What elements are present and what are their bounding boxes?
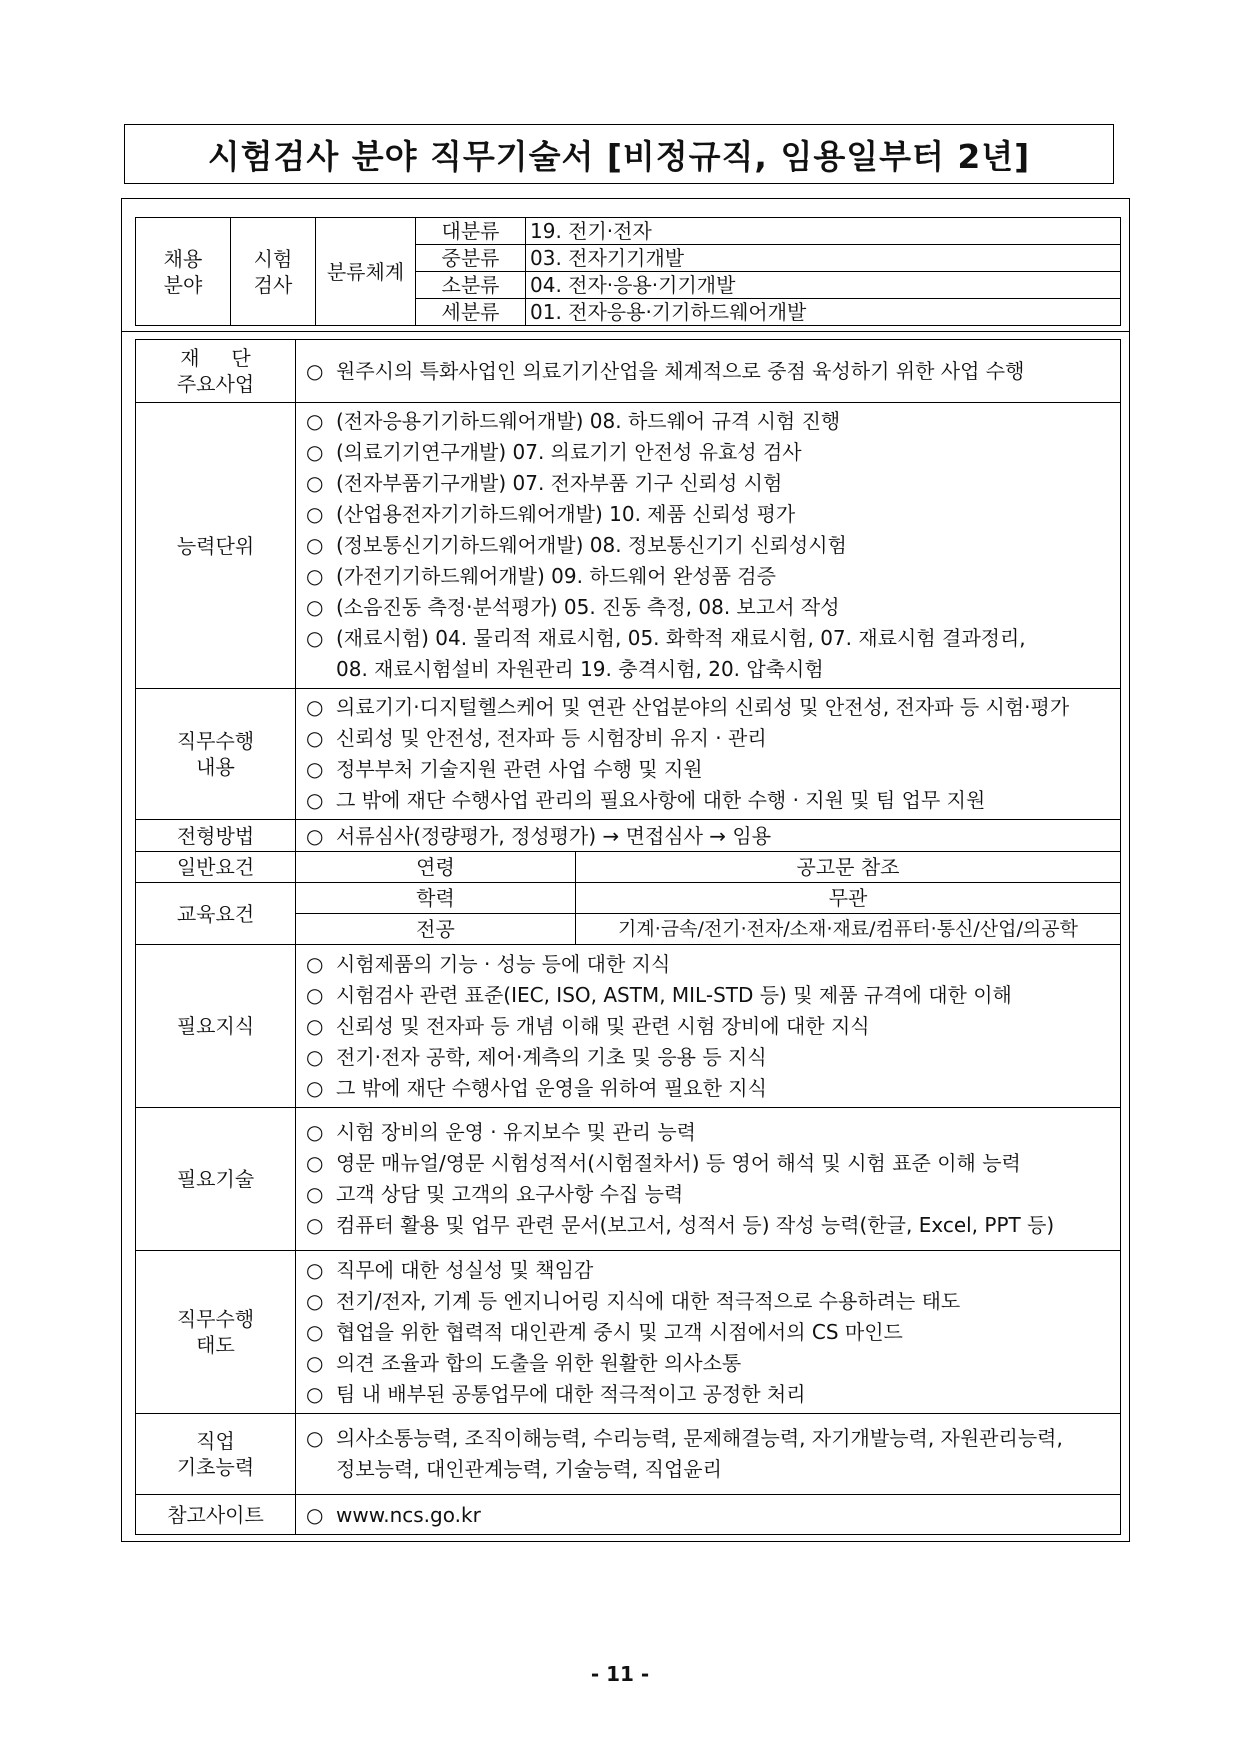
bullet-icon: ○ [306,440,324,464]
bullet-icon: ○ [306,951,324,976]
general-req-label: 일반요건 [136,852,296,883]
list-item: ○ 서류심사(정량평가, 정성평가) → 면접심사 → 임용 [306,823,772,848]
bullet-icon: ○ [306,564,324,588]
list-item: ○ 협업을 위한 협력적 대인관계 중시 및 고객 시점에서의 CS 마인드 [306,1317,1112,1348]
list-item: ○ 의료기기·디지털헬스케어 및 연관 산업분야의 신뢰성 및 안전성, 전자파 등 시험·평가 [306,692,1112,723]
major-sub-label: 전공 [296,914,576,945]
detail-category-label: 세분류 [416,299,526,326]
bullet-icon: ○ [306,1319,324,1344]
bullet-icon: ○ [306,1213,324,1237]
bullet-icon: ○ [306,1426,324,1450]
competency-units-cell [296,403,1121,689]
middle-category-value: 03. 전자기기개발 [526,245,1121,272]
classification-system-label: 분류체계 [316,218,416,326]
bullet-icon: ○ [306,595,324,619]
list-item: ○ (정보통신기기하드웨어개발) 08. 정보통신기기 신뢰성시험 [306,530,1112,561]
list-item: ○ 고객 상담 및 고객의 요구사항 수집 능력 [306,1179,1112,1210]
bullet-icon: ○ [306,1120,324,1144]
list-item: ○ 영문 매뉴얼/영문 시험성적서(시험절차서) 등 영어 해석 및 시험 표준 이해 능력 [306,1148,1112,1179]
bullet-icon: ○ [306,359,324,383]
list-item: ○ (산업용전자기기하드웨어개발) 10. 제품 신뢰성 평가 [306,499,1112,530]
general-req-sub-label: 연령 [296,852,576,883]
reference-site-label: 참고사이트 [136,1495,296,1535]
selection-label: 전형방법 [136,820,296,852]
bullet-icon: ○ [306,726,324,750]
list-item: ○ 전기/전자, 기계 등 엔지니어링 지식에 대한 적극적으로 수용하려는 태도 [306,1286,1112,1317]
list-item-continuation: 08. 재료시험설비 자원관리 19. 충격시험, 20. 압축시험 [336,657,824,681]
basic-competency-label: 직업 기초능력 [136,1414,296,1495]
list-item: ○ 직무에 대한 성실성 및 책임감 [306,1255,1112,1286]
list-item: ○ (전자부품기구개발) 07. 전자부품 기구 신뢰성 시험 [306,468,1112,499]
recruit-field-label: 채용 분야 [136,218,231,326]
list-item: ○ (의료기기연구개발) 07. 의료기기 안전성 유효성 검사 [306,437,1112,468]
job-duties-label: 직무수행 내용 [136,689,296,820]
document-title: 시험검사 분야 직무기술서 [비정규직, 임용일부터 2년] [124,124,1114,184]
list-item: ○ (가전기기하드웨어개발) 09. 하드웨어 완성품 검증 [306,561,1112,592]
bullet-icon: ○ [306,1502,324,1527]
list-item: ○ 신뢰성 및 안전성, 전자파 등 시험장비 유지 · 관리 [306,723,1112,754]
bullet-icon: ○ [306,1075,324,1100]
list-item: ○ (전자응용기기하드웨어개발) 08. 하드웨어 규격 시험 진행 [306,406,1112,437]
reference-link[interactable]: www.ncs.go.kr [336,1502,481,1527]
knowledge-label: 필요지식 [136,945,296,1108]
bullet-icon: ○ [306,1044,324,1069]
bullet-icon: ○ [306,1288,324,1313]
bullet-icon: ○ [306,1257,324,1282]
general-req-value: 공고문 참조 [576,852,1121,883]
bullet-icon: ○ [306,533,324,557]
selection-cell [296,820,1121,852]
list-item: ○ 시험 장비의 운영 · 유지보수 및 관리 능력 [306,1117,1112,1148]
minor-category-value: 04. 전자·응용·기기개발 [526,272,1121,299]
list-item: ○ 의견 조율과 합의 도출을 위한 원활한 의사소통 [306,1348,1112,1379]
section-divider [121,331,1130,332]
basic-competency-cell [296,1414,1121,1495]
classification-table [135,217,1121,326]
main-business-label: 재 단 주요사업 [136,340,296,403]
list-item [306,1502,1112,1528]
list-item: ○ 신뢰성 및 전자파 등 개념 이해 및 관련 시험 장비에 대한 지식 [306,1011,1112,1042]
knowledge-cell [296,945,1121,1108]
skills-cell [296,1108,1121,1251]
page-number: - 11 - [590,1662,650,1686]
bullet-icon: ○ [306,1350,324,1375]
major-value: 기계·금속/전기·전자/소재·재료/컴퓨터·통신/산업/의공학 [576,914,1121,945]
bullet-icon: ○ [306,823,324,848]
list-item: ○ 의사소통능력, 조직이해능력, 수리능력, 문제해결능력, 자기개발능력, 자원관리능력, [306,1423,1112,1454]
bullet-icon: ○ [306,982,324,1007]
job-detail-table [135,339,1121,1535]
education-value: 무관 [576,883,1121,914]
bullet-icon: ○ [306,757,324,781]
list-item: ○ 정부부처 기술지원 관련 사업 수행 및 지원 [306,754,1112,785]
bullet-icon: ○ [306,1381,324,1406]
list-item: ○ 그 밖에 재단 수행사업 관리의 필요사항에 대한 수행 · 지원 및 팀 업무 지원 [306,785,1112,816]
list-item-continuation: 정보능력, 대인관계능력, 기술능력, 직업윤리 [336,1457,722,1481]
list-item: ○ 컴퓨터 활용 및 업무 관련 문서(보고서, 성적서 등) 작성 능력(한글, Excel, PPT 등) [306,1210,1112,1241]
job-duties-cell [296,689,1121,820]
bullet-icon: ○ [306,471,324,495]
major-category-value: 19. 전기·전자 [526,218,1121,245]
list-item: ○ 시험제품의 기능 · 성능 등에 대한 지식 [306,949,1112,980]
recruit-field-value: 시험 검사 [231,218,316,326]
education-req-label: 교육요건 [136,883,296,945]
bullet-icon: ○ [306,788,324,812]
attitude-label: 직무수행 태도 [136,1251,296,1414]
middle-category-label: 중분류 [416,245,526,272]
minor-category-label: 소분류 [416,272,526,299]
major-category-label: 대분류 [416,218,526,245]
competency-units-label: 능력단위 [136,403,296,689]
bullet-icon: ○ [306,695,324,719]
bullet-icon: ○ [306,1013,324,1038]
list-item: ○ 전기·전자 공학, 제어·계측의 기초 및 응용 등 지식 [306,1042,1112,1073]
bullet-icon: ○ [306,1151,324,1175]
bullet-icon: ○ [306,626,324,650]
list-item: ○ (소음진동 측정·분석평가) 05. 진동 측정, 08. 보고서 작성 [306,592,1112,623]
list-item: ○ (재료시험) 04. 물리적 재료시험, 05. 화학적 재료시험, 07. 재료시험 결과정리, [306,623,1112,654]
bullet-icon: ○ [306,1182,324,1206]
skills-label: 필요기술 [136,1108,296,1251]
detail-category-value: 01. 전자응용·기기하드웨어개발 [526,299,1121,326]
bullet-icon: ○ [306,502,324,526]
education-sub-label: 학력 [296,883,576,914]
main-business-cell [296,340,1121,403]
list-item: ○ 그 밖에 재단 수행사업 운영을 위하여 필요한 지식 [306,1073,1112,1104]
attitude-cell [296,1251,1121,1414]
reference-site-cell [296,1495,1121,1535]
list-item: ○ 팀 내 배부된 공통업무에 대한 적극적이고 공정한 처리 [306,1379,1112,1410]
bullet-icon: ○ [306,409,324,433]
list-item: ○ 원주시의 특화사업인 의료기기산업을 체계적으로 중점 육성하기 위한 사업 수행 [306,359,1025,383]
list-item: ○ 시험검사 관련 표준(IEC, ISO, ASTM, MIL-STD 등) 및 제품 규격에 대한 이해 [306,980,1112,1011]
